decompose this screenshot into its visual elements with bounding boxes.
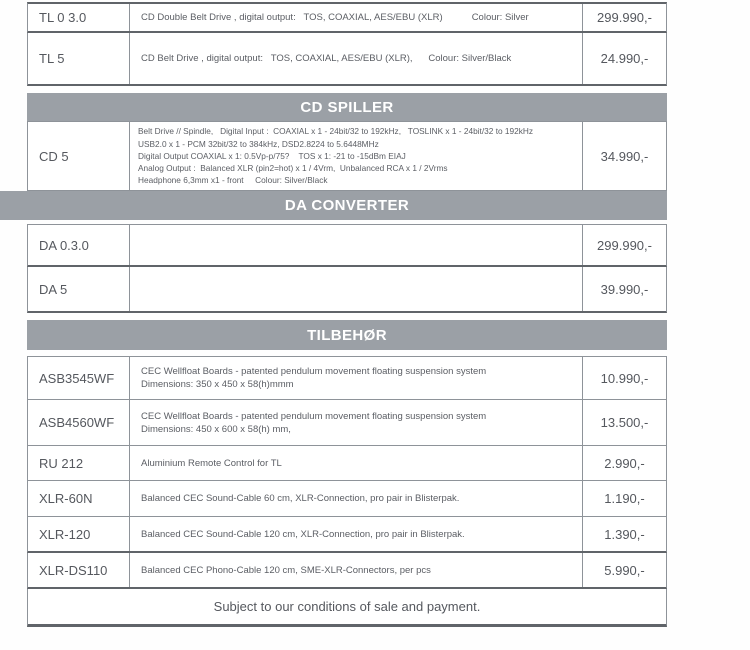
section-header-label: CD SPILLER xyxy=(300,98,394,116)
product-row xyxy=(27,356,667,400)
product-code: DA 0.3.0 xyxy=(28,225,130,265)
product-code: XLR-60N xyxy=(28,481,130,516)
section-header xyxy=(27,93,667,121)
description-line: Dimensions: 450 x 600 x 58(h) mm, xyxy=(141,423,291,435)
footer-note-text: Subject to our conditions of sale and payment. xyxy=(213,599,481,614)
product-code: RU 212 xyxy=(28,446,130,480)
description-line: CEC Wellfloat Boards - patented pendulum movement floating suspension system xyxy=(141,410,487,422)
product-row xyxy=(27,267,667,313)
product-row xyxy=(27,400,667,446)
product-row xyxy=(27,2,667,33)
description-line: Balanced CEC Phono-Cable 120 cm, SME-XLR-Connectors, per pcs xyxy=(141,564,431,576)
product-code: DA 5 xyxy=(28,267,130,311)
product-row xyxy=(27,121,667,191)
product-price: 34.990,- xyxy=(600,148,649,164)
product-row xyxy=(27,481,667,517)
product-description xyxy=(130,517,583,551)
product-row xyxy=(27,33,667,86)
product-code: CD 5 xyxy=(28,122,130,190)
product-code: TL 5 xyxy=(28,33,130,84)
product-description xyxy=(130,400,583,445)
product-code: XLR-120 xyxy=(28,517,130,551)
product-row xyxy=(27,224,667,267)
product-price: 5.990,- xyxy=(604,562,645,578)
product-price: 1.390,- xyxy=(604,526,645,542)
product-price: 299.990,- xyxy=(597,10,652,25)
description-line: Headphone 6,3mm x1 - front Colour: Silver/Black xyxy=(138,175,328,186)
product-code: TL 0 3.0 xyxy=(28,4,130,31)
product-code: ASB3545WF xyxy=(28,357,130,399)
product-code: XLR-DS110 xyxy=(28,553,130,587)
description-line: CD Belt Drive , digital output: TOS, COAXIAL, AES/EBU (XLR), Colour: Silver/Black xyxy=(141,53,512,64)
product-description xyxy=(130,33,583,84)
product-price: 13.500,- xyxy=(600,415,649,430)
description-line: Balanced CEC Sound-Cable 60 cm, XLR-Connection, pro pair in Blisterpak. xyxy=(141,493,460,504)
product-row xyxy=(27,517,667,553)
product-description xyxy=(130,481,583,516)
description-line: Aluminium Remote Control for TL xyxy=(141,457,282,469)
description-line: Balanced CEC Sound-Cable 120 cm, XLR-Connection, pro pair in Blisterpak. xyxy=(141,528,465,540)
product-row xyxy=(27,553,667,589)
product-description xyxy=(130,446,583,480)
description-line: CD Double Belt Drive , digital output: TOS, COAXIAL, AES/EBU (XLR) Colour: Silver xyxy=(141,12,529,23)
section-header xyxy=(27,320,667,350)
description-line: Analog Output : Balanced XLR (pin2=hot) x 1 / 4Vrm, Unbalanced RCA x 1 / 2Vrms xyxy=(138,163,448,174)
product-price: 10.990,- xyxy=(600,370,649,386)
product-price: 1.190,- xyxy=(604,491,645,506)
section-header xyxy=(0,191,667,220)
section-header-label: TILBEHØR xyxy=(307,326,387,344)
product-price: 2.990,- xyxy=(604,455,645,471)
product-price: 299.990,- xyxy=(597,237,652,253)
product-price: 24.990,- xyxy=(600,51,649,66)
product-description xyxy=(130,4,583,31)
product-code: ASB4560WF xyxy=(28,400,130,445)
description-line: USB2.0 x 1 - PCM 32bit/32 to 384kHz, DSD2.8224 to 5.6448MHz xyxy=(138,138,379,149)
section-header-label: DA CONVERTER xyxy=(284,197,410,214)
product-description xyxy=(130,553,583,587)
product-description xyxy=(130,122,583,190)
product-description xyxy=(130,225,583,265)
price-table xyxy=(27,2,667,627)
description-line: CEC Wellfloat Boards - patented pendulum movement floating suspension system xyxy=(141,366,487,377)
product-row xyxy=(27,446,667,481)
footer-note xyxy=(27,589,667,627)
product-description xyxy=(130,357,583,399)
product-price: 39.990,- xyxy=(600,281,649,297)
description-line: Belt Drive // Spindle, Digital Input : COAXIAL x 1 - 24bit/32 to 192kHz, TOSLINK x 1 - 24bit/32 to 192kHz xyxy=(138,126,534,137)
description-line: Dimensions: 350 x 450 x 58(h)mmm xyxy=(141,379,294,390)
description-line: Digital Output COAXIAL x 1: 0.5Vp-p/75? TOS x 1: -21 to -15dBm EIAJ xyxy=(138,150,406,161)
product-description xyxy=(130,267,583,311)
